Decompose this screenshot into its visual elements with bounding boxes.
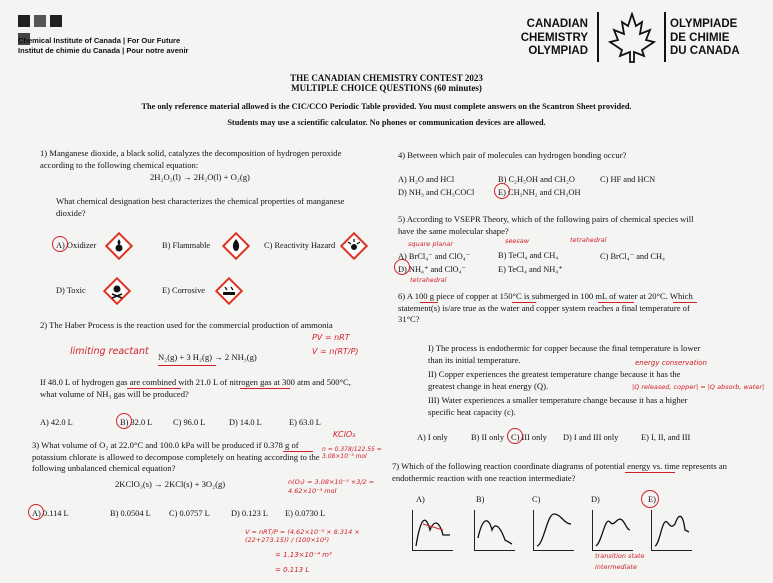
q5-option-d: D) NH₄⁺ and ClO₄⁻ [398,265,466,274]
annot-transition-state: transition state [595,552,645,560]
q7-option-a: A) [416,495,425,504]
q3-option-a: A) 0.114 L [32,509,69,518]
annot-energy-conservation: energy conservation [635,359,707,367]
q7-underline [625,472,675,473]
q6-statement-2: II) Copper experiences the greatest temperature change because it has the greatest change in heat energy (Q). [428,369,681,391]
toxic-icon [103,277,131,305]
annot-n-calc: n = 0.378/122.55 = 3.08×10⁻³ mol [322,446,382,460]
q1-option-e: E) Corrosive [162,286,206,295]
q6-option-e: E) I, II, and III [641,433,691,442]
q7-graph-c [533,510,574,551]
annot-v-calc: V = nRT/P = (4.62×10⁻³ × 8.314 × (22+273.15)) / (100×10³) [245,528,360,544]
corrosive-icon [215,277,243,305]
annot-limiting-reactant: limiting reactant [70,346,149,357]
flammable-icon [222,232,250,260]
q1-text: 1) Manganese dioxide, a black solid, catalyzes the decomposition of hydrogen peroxide according to the following chemical equation: [40,148,342,170]
q1-option-a: A) Oxidizer [56,241,97,250]
q5-option-c: C) BrCl₄⁻ and CH₄ [600,252,665,261]
q2-underline [158,365,216,366]
q2-underline-n2 [240,388,290,389]
contest-subtitle: MULTIPLE CHOICE QUESTIONS (60 minutes) [291,83,482,93]
annot-intermediate: intermediate [595,563,637,571]
annot-o2-calc: n(O₂) = 3.08×10⁻³ ×3/2 = 4.62×10⁻³ mol [288,478,375,495]
q6-option-c: C) III only [511,433,547,442]
maple-leaf-icon [606,12,658,64]
olympiad-en: CANADIAN CHEMISTRY OLYMPIAD [520,18,588,57]
q1-equation: 2H₂O₂(l) → 2H₂O(l) + O₂(g) [150,172,250,182]
q2-equation: N₂(g) + 3 H₂(g) → 2 NH₃(g) [158,352,257,362]
q7-option-d: D) [591,495,600,504]
q2-option-c: C) 96.0 L [173,418,206,427]
q2-answer-circle [116,413,132,429]
q4-option-e: E) CH₃NH₂ and CH₃OH [498,188,581,197]
q6-underline-mass [420,302,438,303]
note-calculator: Students may use a scientific calculator. No phones or communication devices are allowed. [227,118,546,127]
q4-text: 4) Between which pair of molecules can hydrogen bonding occur? [398,150,627,160]
annot-q-equation: |Q released, copper| = |Q absorb, water| [632,383,765,391]
annot-square-planar: square planar [408,240,454,248]
q6-option-d: D) I and III only [563,433,619,442]
q7-option-e: E) [648,495,656,504]
q7-graph-b [474,510,515,551]
q1-option-d: D) Toxic [56,286,86,295]
q2-question: If 48.0 L of hydrogen gas are combined with 21.0 L of nitrogen gas at 300 atm and 500°C, what volume of NH₃ gas will be produced? [40,377,351,399]
q4-answer-circle [494,183,510,199]
q7-option-c: C) [532,495,541,504]
contest-title: THE CANADIAN CHEMISTRY CONTEST 2023 [290,73,483,83]
annot-v-result2: = 0.113 L [275,566,310,574]
q6-text: 6) A 100 g piece of copper at 150°C is submerged in 100 mL of water at 20°C. Which statement(s) is/are true as the water and copper system reaches a final temperature of 31°C? [398,291,693,324]
q5-option-a: A) BrCl₄⁻ and ClO₄⁻ [398,252,471,261]
q6-underline-temp [512,302,536,303]
q6-statement-3: III) Water experiences a smaller temperature change because it has a higher specific heat capacity (c). [428,395,688,417]
annot-tetrahedral-2: tetrahedral [410,276,447,284]
oxidizer-icon [105,232,133,260]
q7-graph-e [651,510,692,551]
q2-option-a: A) 42.0 L [40,418,73,427]
q5-text: 5) According to VSEPR Theory, which of the following pairs of chemical species will have the same molecular shape? [398,214,694,236]
annot-vnrt: V = n(RT/P) [312,347,359,356]
q6-option-a: A) I only [417,433,448,442]
q1-option-b: B) Flammable [162,241,211,250]
q3-underline-mass [283,451,313,452]
q3-answer-circle [28,504,44,520]
q1-question: What chemical designation best characterizes the chemical properties of manganese dioxide? [56,196,345,218]
q6-statement-1: I) The process is endothermic for copper because the final temperature is lower than its initial temperature. [428,343,701,365]
q3-option-d: D) 0.123 L [231,509,268,518]
divider-left [597,12,599,62]
q7-answer-circle [641,490,659,508]
olympiad-fr: OLYMPIADE DE CHIMIE DU CANADA [670,18,740,57]
q2-option-b: B) 32.0 L [120,418,153,427]
q4-option-d: D) NH₃ and CH₃COCl [398,188,475,197]
q3-equation: 2KClO₃(s) → 2KCl(s) + 3O₂(g) [115,479,226,489]
cic-logo [18,14,76,28]
q6-underline-water-temp [673,302,697,303]
q4-option-c: C) HF and HCN [600,175,656,184]
q7-graph-a [412,510,453,551]
q5-option-e: E) TeCl₄ and NH₄⁺ [498,265,563,274]
q6-underline-volume [598,302,634,303]
q4-option-b: B) C₂H₅OH and CH₂O [498,175,575,184]
cic-line2: Institut de chimie du Canada | Pour notre avenir [18,46,189,55]
q4-option-a: A) H₂O and HCl [398,175,455,184]
q5-option-b: B) TeCl₄ and CH₄ [498,251,559,260]
divider-right [664,12,666,62]
annot-kclo3: KClO₃ [333,430,356,439]
annot-v-result1: = 1.13×10⁻⁴ m³ [275,551,332,559]
q3-option-b: B) 0.0504 L [110,509,151,518]
q3-text: 3) What volume of O₂ at 22.0°C and 100.0 kPa will be produced if 0.378 g of potassium chlorate is allowed to decompose completely on heating according to the following unbalanced chemical equation? [32,440,320,473]
q6-answer-circle [507,428,523,444]
q2-option-e: E) 63.0 L [289,418,321,427]
q3-option-c: C) 0.0757 L [169,509,210,518]
q2-underline-h2 [127,388,181,389]
q1-answer-circle [52,236,68,252]
note-reference: The only reference material allowed is the CIC/CCO Periodic Table provided. You must complete answers on the Scantron Sheet provided. [141,102,632,111]
reactivity-hazard-icon [340,232,368,260]
q7-text: 7) Which of the following reaction coordinate diagrams of potential energy vs. time represents an endothermic reaction with one reaction intermediate? [392,461,727,483]
annot-pv: PV = nRT [312,333,350,342]
annot-seesaw: seesaw [505,237,530,245]
annot-tetrahedral-1: tetrahedral [570,236,607,244]
q5-answer-circle [394,259,410,275]
q7-option-b: B) [476,495,485,504]
q3-option-e: E) 0.0730 L [285,509,326,518]
q2-option-d: D) 14.0 L [229,418,262,427]
q1-option-c: C) Reactivity Hazard [264,241,336,250]
cic-line1: Chemical Institute of Canada | For Our Future [18,36,181,45]
q6-option-b: B) II only [471,433,505,442]
q2-text: 2) The Haber Process is the reaction used for the commercial production of ammonia [40,320,333,330]
q7-graph-d [592,510,633,551]
